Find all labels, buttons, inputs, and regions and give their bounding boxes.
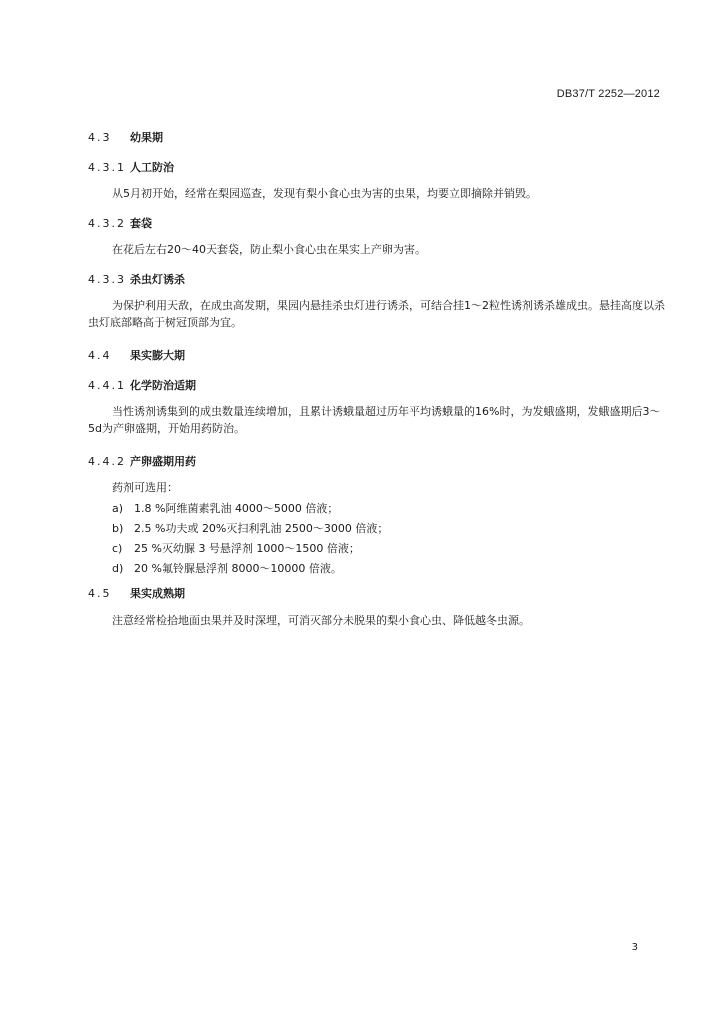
paragraph-pesticide-intro: 药剂可选用： [112, 481, 178, 494]
section-4-4-heading [88, 347, 668, 364]
section-number: 4.5 [88, 587, 112, 600]
section-number: 4.4 [88, 349, 112, 362]
list-item-text: 25 %灭幼脲 3 号悬浮剂 1000～1500 倍液； [134, 542, 360, 555]
section-number: 4.4.2 [88, 455, 126, 468]
paragraph-manual-control: 从5月初开始，经常在梨园巡查，发现有梨小食心虫为害的虫果，均要立即摘除并销毁。 [112, 187, 537, 200]
section-number: 4.3.2 [88, 217, 126, 230]
list-item-label: a) [112, 502, 124, 515]
section-title: 杀虫灯诱杀 [130, 273, 185, 286]
pesticide-list [88, 500, 668, 580]
section-number: 4.3.1 [88, 161, 126, 174]
paragraph-insect-lamp: 为保护利用天敌，在成虫高发期，果园内悬挂杀虫灯进行诱杀，可结合挂1～2粒性诱剂诱杀雄成虫。悬挂高度以杀虫灯底部略高于树冠顶部为宜。 [88, 299, 665, 329]
section-4-3-2-heading [88, 215, 668, 232]
list-item [88, 540, 668, 560]
section-title: 化学防治适期 [130, 379, 196, 392]
section-4-5-heading [88, 585, 668, 602]
section-4-3-1-heading [88, 159, 668, 176]
paragraph-bagging: 在花后左右20～40天套袋，防止梨小食心虫在果实上产卵为害。 [112, 243, 426, 256]
section-4-4-2-heading [88, 453, 668, 470]
section-4-3-heading [88, 129, 668, 146]
list-item [88, 560, 668, 580]
list-item [88, 500, 668, 520]
list-item-text: 1.8 %阿维菌素乳油 4000～5000 倍液； [134, 502, 339, 515]
section-title: 果实膨大期 [130, 349, 185, 362]
list-item-label: d) [112, 562, 124, 575]
section-4-4-1-heading [88, 377, 668, 394]
section-title: 人工防治 [130, 161, 174, 174]
section-title: 产卵盛期用药 [130, 455, 196, 468]
section-title: 幼果期 [130, 131, 163, 144]
document-code: DB37/T 2252—2012 [556, 88, 660, 100]
list-item-text: 2.5 %功夫或 20%灭扫利乳油 2500～3000 倍液； [134, 522, 389, 535]
section-title: 果实成熟期 [130, 587, 185, 600]
section-number: 4.3 [88, 131, 112, 144]
section-4-3-3-heading [88, 271, 668, 288]
page-number: 3 [631, 942, 638, 953]
list-item-label: b) [112, 522, 124, 535]
section-number: 4.3.3 [88, 273, 126, 286]
paragraph-control-timing: 当性诱剂诱集到的成虫数量连续增加，且累计诱蛾量超过历年平均诱蛾量的16%时，为发蛾盛期，发蛾盛期后3～5d为产卵盛期，开始用药防治。 [88, 405, 661, 435]
list-item-text: 20 %氟铃脲悬浮剂 8000～10000 倍液。 [134, 562, 342, 575]
paragraph-ripening: 注意经常检拾地面虫果并及时深埋，可消灭部分未脱果的梨小食心虫、降低越冬虫源。 [112, 614, 530, 627]
section-title: 套袋 [130, 217, 152, 230]
section-number: 4.4.1 [88, 379, 126, 392]
list-item-label: c) [112, 542, 123, 555]
list-item [88, 520, 668, 540]
